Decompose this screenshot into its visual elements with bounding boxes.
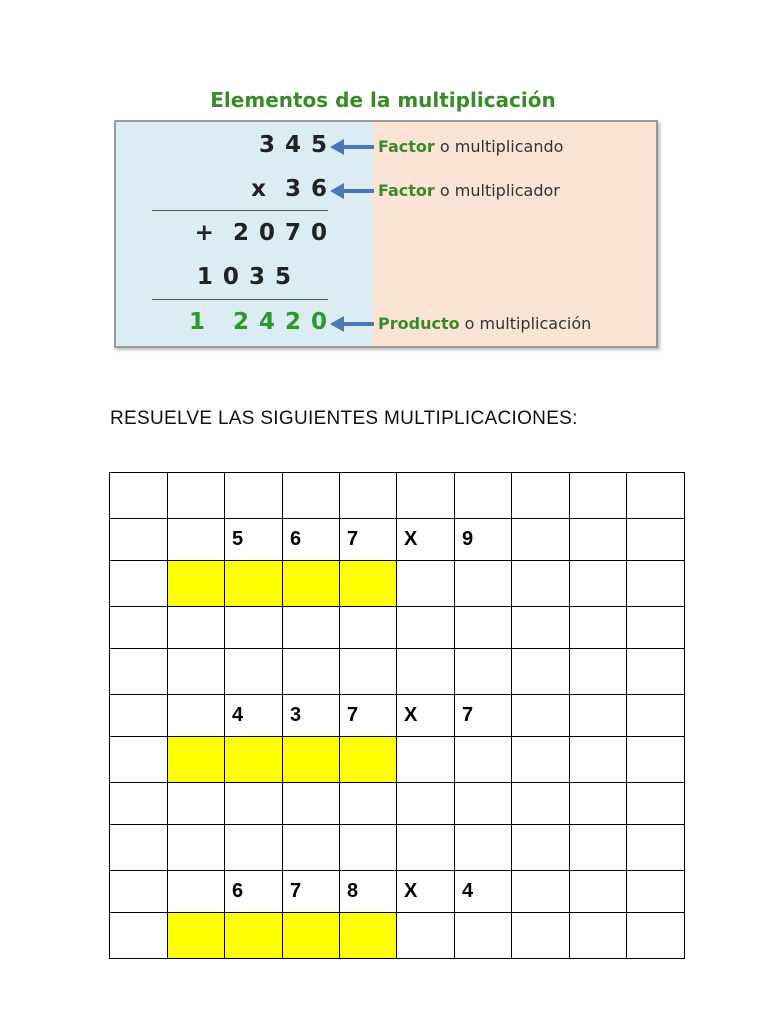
grid-cell	[627, 607, 685, 649]
cell-value	[512, 880, 519, 902]
cell-value: 5	[232, 528, 244, 550]
cell-value	[110, 616, 117, 638]
cell-value	[570, 528, 577, 550]
cell-value	[570, 792, 577, 814]
cell-value: X	[404, 528, 418, 550]
cell-value	[570, 880, 577, 902]
cell-value	[340, 616, 347, 638]
cell-value	[340, 572, 347, 594]
grid-cell	[283, 871, 340, 913]
cell-value	[283, 484, 290, 506]
cell-value	[340, 924, 347, 946]
cell-value	[168, 748, 175, 770]
grid-cell	[397, 519, 455, 561]
cell-value	[225, 616, 232, 638]
grid-cell	[397, 695, 455, 737]
grid-cell	[168, 783, 225, 825]
cell-value	[110, 660, 117, 682]
grid-cell	[397, 871, 455, 913]
grid-cell	[283, 519, 340, 561]
cell-value	[340, 792, 347, 814]
grid-row	[110, 737, 685, 783]
grid-cell	[570, 607, 627, 649]
cell-value	[455, 836, 462, 858]
grid-cell	[110, 473, 168, 519]
grid-cell	[570, 695, 627, 737]
grid-cell	[397, 783, 455, 825]
divider-line	[152, 210, 328, 211]
cell-value	[455, 748, 462, 770]
grid-cell	[627, 473, 685, 519]
cell-value	[570, 616, 577, 638]
grid-cell	[110, 825, 168, 871]
grid-row	[110, 825, 685, 871]
grid-cell	[397, 737, 455, 783]
cell-value	[340, 484, 347, 506]
grid-cell	[512, 783, 570, 825]
grid-cell	[455, 519, 512, 561]
grid-cell	[455, 913, 512, 959]
grid-cell	[225, 825, 283, 871]
multiplicand-row: 3 4 5	[258, 132, 328, 158]
cell-value	[168, 484, 175, 506]
grid-cell	[168, 561, 225, 607]
grid-cell	[283, 649, 340, 695]
grid-cell	[168, 825, 225, 871]
cell-value	[512, 748, 519, 770]
cell-value	[340, 748, 347, 770]
grid-cell	[168, 695, 225, 737]
grid-cell	[627, 519, 685, 561]
grid-cell	[627, 825, 685, 871]
multiplier-row: x 3 6	[251, 176, 328, 202]
cell-value: 7	[347, 528, 359, 550]
grid-cell	[110, 649, 168, 695]
grid-cell	[340, 871, 397, 913]
cell-value	[110, 880, 117, 902]
cell-value	[397, 792, 404, 814]
arrow-left-icon	[330, 316, 376, 332]
arrow-left-icon	[330, 183, 376, 199]
grid-cell	[570, 519, 627, 561]
cell-value	[110, 528, 117, 550]
cell-value	[455, 924, 462, 946]
cell-value	[168, 528, 175, 550]
cell-value	[512, 924, 519, 946]
grid-cell	[340, 913, 397, 959]
cell-value: 6	[290, 528, 302, 550]
cell-value	[283, 748, 290, 770]
grid-cell	[455, 561, 512, 607]
grid-cell	[225, 473, 283, 519]
grid-row	[110, 561, 685, 607]
multiplicand-label	[378, 137, 563, 156]
cell-value	[627, 704, 634, 726]
grid-cell	[283, 695, 340, 737]
cell-value	[627, 792, 634, 814]
multiplier-label	[378, 181, 560, 200]
cell-value	[570, 572, 577, 594]
product-row: 1 2 4 2 0	[188, 309, 328, 335]
grid-cell	[283, 473, 340, 519]
label-text: o multiplicando	[434, 137, 564, 156]
grid-cell	[168, 473, 225, 519]
grid-cell	[283, 783, 340, 825]
label-text: o multiplicador	[434, 181, 560, 200]
grid-cell	[110, 913, 168, 959]
grid-cell	[397, 607, 455, 649]
grid-cell	[570, 913, 627, 959]
grid-cell	[627, 913, 685, 959]
grid-row	[110, 649, 685, 695]
cell-value	[397, 836, 404, 858]
cell-value	[225, 572, 232, 594]
arrow-left-icon	[330, 139, 376, 155]
cell-value	[570, 924, 577, 946]
grid-cell	[455, 871, 512, 913]
grid-cell	[340, 607, 397, 649]
grid-cell	[168, 607, 225, 649]
grid-cell	[397, 473, 455, 519]
grid-row	[110, 913, 685, 959]
grid-cell	[340, 783, 397, 825]
grid-cell	[627, 737, 685, 783]
grid-cell	[570, 783, 627, 825]
grid-cell	[283, 913, 340, 959]
cell-value	[225, 484, 232, 506]
cell-value	[283, 924, 290, 946]
grid-cell	[168, 737, 225, 783]
cell-value	[512, 836, 519, 858]
cell-value	[168, 572, 175, 594]
grid-cell	[110, 695, 168, 737]
cell-value	[110, 792, 117, 814]
cell-value	[397, 924, 404, 946]
grid-cell	[627, 561, 685, 607]
grid-cell	[110, 607, 168, 649]
cell-value	[512, 572, 519, 594]
cell-value	[110, 484, 117, 506]
grid-cell	[340, 737, 397, 783]
cell-value	[570, 660, 577, 682]
grid-cell	[397, 825, 455, 871]
cell-value: 8	[347, 880, 359, 902]
grid-cell	[283, 825, 340, 871]
cell-value	[110, 704, 117, 726]
grid-cell	[512, 519, 570, 561]
grid-row	[110, 519, 685, 561]
cell-value	[225, 924, 232, 946]
grid-cell	[340, 695, 397, 737]
grid-cell	[397, 649, 455, 695]
cell-value	[570, 484, 577, 506]
grid-cell	[340, 649, 397, 695]
grid-cell	[627, 783, 685, 825]
cell-value: 4	[232, 704, 244, 726]
label-keyword: Factor	[378, 137, 435, 156]
cell-value	[455, 484, 462, 506]
cell-value	[340, 660, 347, 682]
grid-row	[110, 871, 685, 913]
cell-value	[225, 660, 232, 682]
cell-value	[455, 616, 462, 638]
cell-value	[283, 660, 290, 682]
cell-value	[168, 704, 175, 726]
grid-cell	[397, 561, 455, 607]
exercise-grid	[109, 472, 685, 959]
grid-cell	[110, 737, 168, 783]
grid-cell	[455, 649, 512, 695]
grid-cell	[225, 519, 283, 561]
grid-cell	[512, 871, 570, 913]
cell-value	[225, 836, 232, 858]
grid-cell	[168, 913, 225, 959]
grid-cell	[225, 871, 283, 913]
label-text: o multiplicación	[459, 314, 592, 333]
grid-cell	[110, 871, 168, 913]
cell-value	[627, 572, 634, 594]
grid-cell	[340, 825, 397, 871]
cell-value	[512, 704, 519, 726]
cell-value	[512, 616, 519, 638]
cell-value	[168, 880, 175, 902]
cell-value	[455, 660, 462, 682]
grid-cell	[225, 783, 283, 825]
divider-line	[152, 299, 328, 300]
cell-value	[225, 792, 232, 814]
product-label	[378, 314, 591, 333]
cell-value: X	[404, 704, 418, 726]
cell-value	[110, 572, 117, 594]
grid-cell	[225, 695, 283, 737]
cell-value	[627, 616, 634, 638]
cell-value	[168, 924, 175, 946]
grid-cell	[512, 695, 570, 737]
grid-cell	[570, 825, 627, 871]
cell-value	[168, 836, 175, 858]
cell-value	[283, 616, 290, 638]
grid-cell	[110, 783, 168, 825]
cell-value	[512, 792, 519, 814]
grid-cell	[340, 473, 397, 519]
cell-value	[627, 484, 634, 506]
cell-value	[570, 704, 577, 726]
cell-value	[283, 836, 290, 858]
grid-cell	[225, 737, 283, 783]
cell-value	[512, 528, 519, 550]
grid-cell	[168, 649, 225, 695]
grid-row	[110, 473, 685, 519]
cell-value	[110, 748, 117, 770]
cell-value	[397, 660, 404, 682]
grid-cell	[512, 649, 570, 695]
grid-cell	[283, 607, 340, 649]
cell-value: 7	[290, 880, 302, 902]
grid-cell	[627, 649, 685, 695]
cell-value: X	[404, 880, 418, 902]
cell-value	[627, 836, 634, 858]
grid-cell	[455, 607, 512, 649]
grid-cell	[225, 913, 283, 959]
cell-value: 7	[347, 704, 359, 726]
cell-value	[110, 836, 117, 858]
grid-cell	[455, 825, 512, 871]
diagram-title: Elementos de la multiplicación	[210, 88, 556, 112]
cell-value	[627, 924, 634, 946]
grid-cell	[455, 695, 512, 737]
cell-value	[627, 748, 634, 770]
cell-value	[455, 792, 462, 814]
grid-cell	[627, 871, 685, 913]
grid-cell	[455, 737, 512, 783]
cell-value	[283, 792, 290, 814]
cell-value	[397, 484, 404, 506]
grid-row	[110, 783, 685, 825]
cell-value	[627, 528, 634, 550]
grid-cell	[283, 737, 340, 783]
grid-cell	[397, 913, 455, 959]
grid-cell	[225, 607, 283, 649]
cell-value	[397, 748, 404, 770]
cell-value: 7	[462, 704, 474, 726]
grid-cell	[512, 561, 570, 607]
cell-value: 6	[232, 880, 244, 902]
cell-value	[225, 748, 232, 770]
cell-value	[627, 880, 634, 902]
partial-product-row-2: 1 0 3 5	[196, 264, 328, 290]
grid-cell	[340, 561, 397, 607]
cell-value	[627, 660, 634, 682]
grid-cell	[512, 825, 570, 871]
grid-cell	[110, 519, 168, 561]
cell-value: 9	[462, 528, 474, 550]
grid-cell	[570, 649, 627, 695]
cell-value	[570, 836, 577, 858]
grid-cell	[225, 649, 283, 695]
cell-value	[168, 660, 175, 682]
cell-value	[512, 484, 519, 506]
grid-cell	[570, 561, 627, 607]
grid-cell	[455, 783, 512, 825]
grid-cell	[570, 737, 627, 783]
cell-value	[110, 924, 117, 946]
grid-cell	[340, 519, 397, 561]
cell-value	[512, 660, 519, 682]
cell-value	[397, 572, 404, 594]
label-keyword: Factor	[378, 181, 435, 200]
grid-cell	[283, 561, 340, 607]
cell-value	[570, 748, 577, 770]
multiplication-diagram	[114, 120, 658, 348]
grid-cell	[570, 871, 627, 913]
grid-cell	[110, 561, 168, 607]
cell-value	[168, 792, 175, 814]
cell-value	[455, 572, 462, 594]
cell-value	[340, 836, 347, 858]
grid-cell	[512, 913, 570, 959]
grid-cell	[168, 871, 225, 913]
grid-cell	[225, 561, 283, 607]
grid-cell	[512, 607, 570, 649]
grid-cell	[455, 473, 512, 519]
instruction-heading: RESUELVE LAS SIGUIENTES MULTIPLICACIONES:	[110, 408, 578, 429]
grid-row	[110, 695, 685, 737]
cell-value	[168, 616, 175, 638]
cell-value: 4	[462, 880, 474, 902]
grid-cell	[512, 473, 570, 519]
grid-cell	[512, 737, 570, 783]
partial-product-row-1: + 2 0 7 0	[194, 220, 328, 246]
grid-cell	[570, 473, 627, 519]
grid-cell	[627, 695, 685, 737]
cell-value	[397, 616, 404, 638]
grid-row	[110, 607, 685, 649]
label-keyword: Producto	[378, 314, 460, 333]
cell-value	[283, 572, 290, 594]
cell-value: 3	[290, 704, 302, 726]
grid-cell	[168, 519, 225, 561]
